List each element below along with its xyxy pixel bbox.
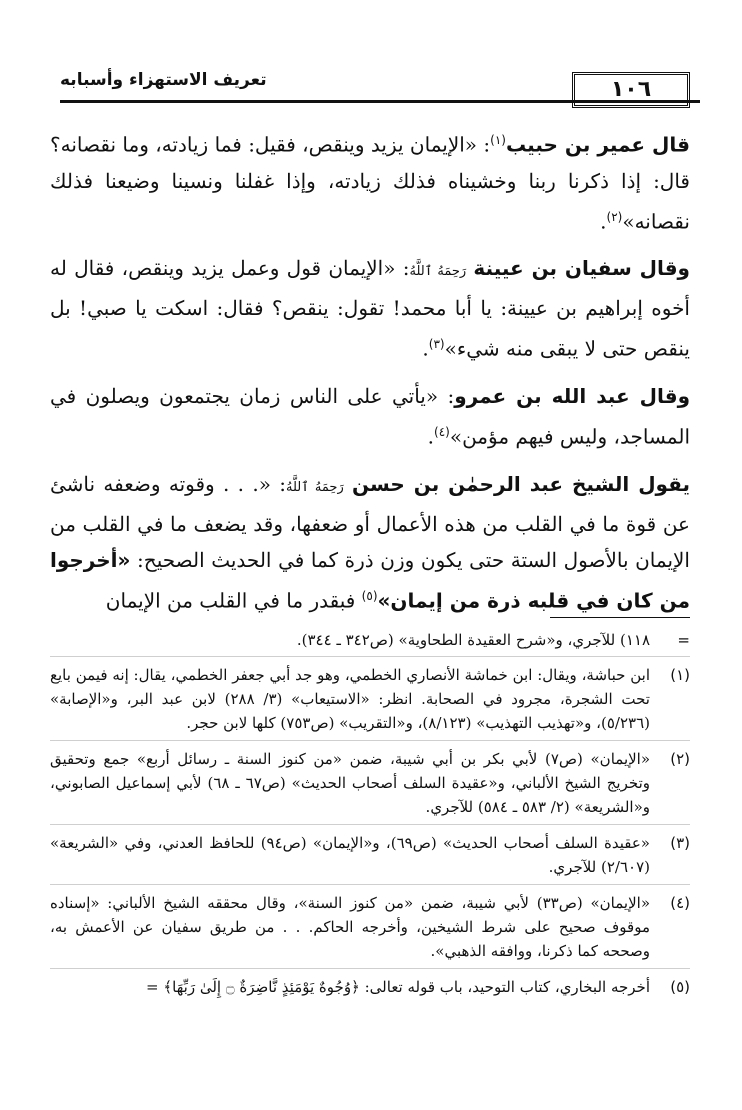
footnote-divider: [50, 656, 690, 657]
hadith-quote: «أخرجوا من كان في قلبه ذرة من إيمان»: [50, 547, 690, 613]
footnote-item: [50, 831, 690, 879]
footnote-item: [50, 747, 690, 819]
header-rule-end: [688, 100, 700, 103]
honorific: رَحِمَهُ ٱللَّهُ: [285, 479, 344, 495]
paragraph-end: فبقدر ما في القلب من الإيمان: [105, 588, 362, 613]
page-header: [60, 62, 690, 112]
paragraph-end: .: [600, 209, 607, 234]
footnote-ref: (٤): [434, 424, 450, 439]
speaker-name: وقال سفيان بن عيينة: [473, 256, 690, 281]
footnote-text: ١١٨) للآجري، و«شرح العقيدة الطحاوية» (ص٣٤٢ ـ ٣٤٤).: [296, 631, 650, 649]
footnote-divider: [50, 968, 690, 969]
speaker-name: قال عمير بن حبيب: [505, 132, 690, 157]
footnote-divider: [50, 884, 690, 885]
quote-text: : «الإيمان قول وعمل يزيد وينقص، فقال له أخوه إبراهيم بن عيينة: يا أبا محمد! تقول: ينقص؟ فقال: اسكت يا صبي! بل ينقص حتى لا يبقى منه شيء»: [50, 256, 690, 361]
footnote-text: «عقيدة السلف أصحاب الحديث» (ص٦٩)، و«الإيمان» (ص٩٤) للحافظ العدني، وفي «الشريعة» (٢/٦٠٧) للآجري.: [50, 834, 650, 876]
paragraph-sufyan: [50, 250, 690, 367]
footnotes: [50, 628, 690, 1004]
footnote-item: [50, 975, 690, 999]
footnote-number: (٢): [670, 750, 690, 768]
footnote-number: (٣): [670, 834, 690, 852]
footnote-ref: (١): [490, 133, 506, 147]
quote-text: : «الإيمان يزيد وينقص، فقيل: فما زيادته، وما نقصانه؟ قال: إذا ذكرنا ربنا وخشيناه فذلك زيادته، وإذا غفلنا ونسينا وضيعنا فذلك نقصانه»: [50, 132, 690, 234]
footnote-continuation: [50, 628, 690, 652]
footnote-divider: [50, 824, 690, 825]
speaker-name: يقول الشيخ عبد الرحمٰن بن حسن: [352, 471, 691, 496]
paragraph-abdullah: [50, 378, 690, 455]
speaker-name: وقال عبد الله بن عمرو: [454, 383, 691, 408]
paragraph-umair: [50, 122, 690, 239]
footnote-number: (٥): [670, 978, 690, 996]
footnote-ref: (٥): [361, 588, 378, 603]
footnote-item: [50, 891, 690, 963]
footnote-number: (٤): [670, 894, 690, 912]
header-rule: [60, 100, 690, 103]
footnote-divider: [50, 740, 690, 741]
paragraph-end: .: [422, 336, 429, 361]
footnote-number: (١): [670, 666, 690, 684]
footnote-ref: (٢): [606, 209, 623, 224]
footnote-ref: (٣): [428, 337, 445, 352]
continuation-marker: =: [677, 631, 690, 649]
quote-text: : «. . . وقوته وضعفه ناشئ عن قوة ما في القلب من هذه الأعمال أو ضعفها، وقد يضعف ما في القلب من الإيمان بالأصول الستة حتى يكون وزن ذرة كما في الحديث الصحيح:: [50, 471, 690, 572]
paragraph-abdulrahman: [50, 466, 690, 619]
footnote-text: ابن حباشة، ويقال: ابن خماشة الأنصاري الخطمي، وهو جد أبي جعفر الخطمي، يقال: إنه فيمن بايع تحت الشجرة، مجرود في الصحابة. انظر: «الاستيعاب» (٣/ ٢٨٨) لابن عبد البر، و«الإصابة» (٥/٢٣٦)، و«تهذيب التهذيب» (٨/١٢٣)، و«التقريب» (ص٧٥٣) كلها لابن حجر.: [50, 666, 650, 732]
page-number: ١٠٦: [572, 72, 690, 108]
main-text: [50, 122, 690, 629]
quote-text: : «يأتي على الناس زمان يجتمعون ويصلون في المساجد، وليس فيهم مؤمن»: [50, 383, 690, 449]
footnote-text: «الإيمان» (ص٣٣) لأبي شيبة، ضمن «من كنوز السنة»، وقال محققه الشيخ الألباني: «إسناده موقوف صحيح على شرط الشيخين، وأخرجه الحاكم. . . من طريق سفيان عن الأعمش به، وصححه كما ذكرنا، ووافقه الذهبي».: [50, 894, 650, 960]
footnote-text: أخرجه البخاري، كتاب التوحيد، باب قوله تعالى: ﴿وُجُوهٌ يَوْمَئِذٍ نَّاضِرَةٌ ۝ إِلَىٰ رَبِّهَا﴾ =: [146, 978, 650, 996]
footnote-separator: [550, 617, 690, 618]
running-title: تعريف الاستهزاء وأسبابه: [60, 70, 267, 90]
honorific: رَحِمَهُ ٱللَّهُ: [409, 264, 467, 280]
footnote-item: [50, 663, 690, 735]
footnote-text: «الإيمان» (ص٧) لأبي بكر بن أبي شيبة، ضمن «من كنوز السنة ـ رسائل أربع» جمع وتحقيق وتخريج الشيخ الألباني، و«عقيدة السلف أصحاب الحديث» (ص٦٧ ـ ٦٨) لأبي إسماعيل الصابوني، و«الشريعة» (٢/ ٥٨٣ ـ ٥٨٤) للآجري.: [50, 750, 651, 816]
paragraph-end: .: [427, 424, 434, 449]
